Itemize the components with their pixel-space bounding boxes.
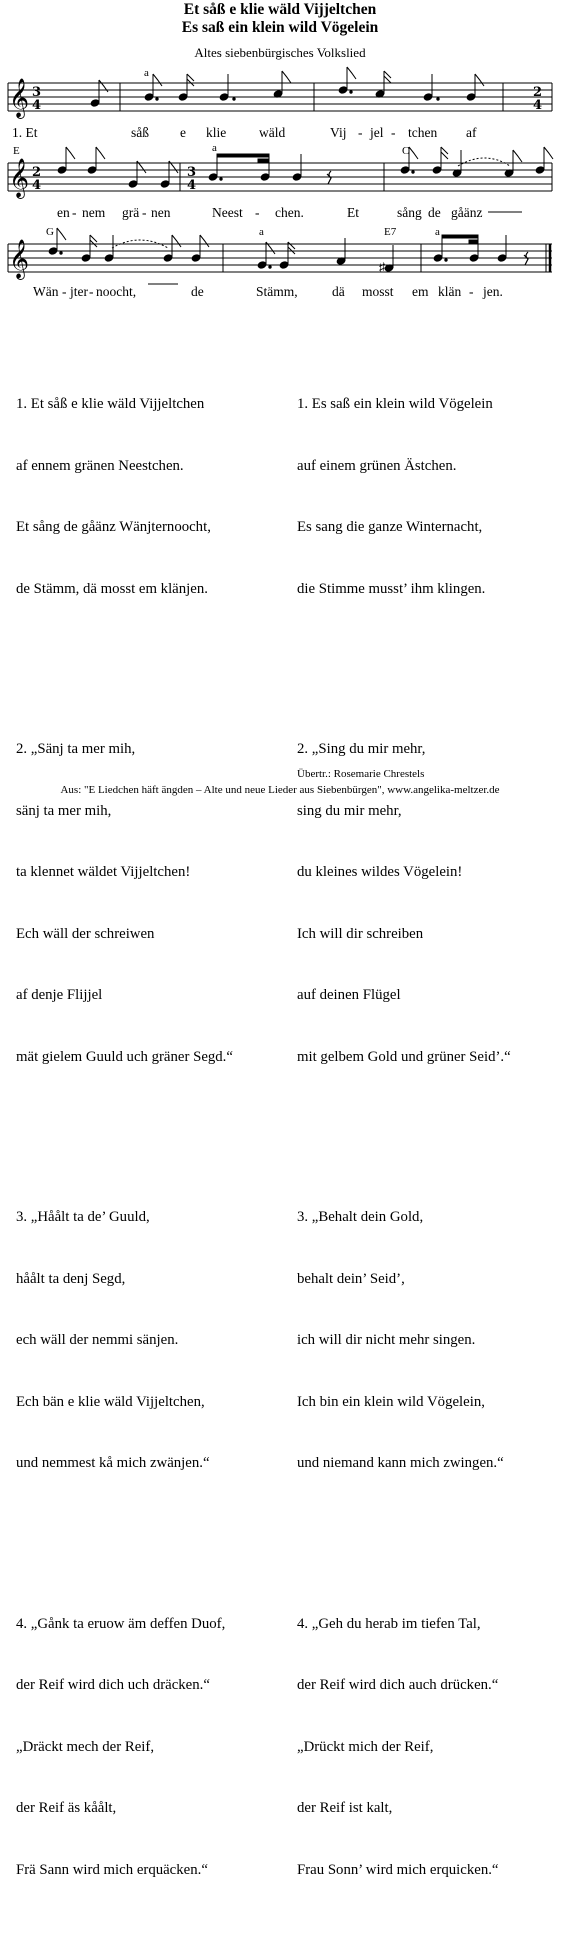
lyric-syllable: nen (151, 205, 171, 220)
lyric-syllable: noocht, (96, 284, 137, 299)
lyric-hyphen: - (469, 284, 474, 299)
verse-2-german (297, 698, 567, 1108)
verse-1-german (297, 353, 567, 640)
verse-4-german (297, 1573, 567, 1922)
verse-line: und nemmest kå mich zwänjen.“ (16, 1455, 210, 1471)
svg-text:4: 4 (32, 178, 42, 193)
verse-line: auf einem grünen Ästchen. (297, 457, 457, 474)
source-credit: Aus: "E Liedchen häft ängden – Alte und neue Lieder aus Siebenbürgen", www.angelika-meltzer.de (60, 784, 500, 796)
lyric-syllable: jel (370, 125, 384, 140)
verse-line: af denje Flijjel (16, 987, 103, 1003)
verse-3-dialect (16, 1166, 286, 1515)
lyric-syllable: klän (438, 284, 462, 299)
verse-line: de Stämm, dä mosst em klänjen. (16, 580, 208, 597)
verse-line: der Reif äs kåålt, (16, 1800, 117, 1816)
verse-2-dialect (16, 698, 286, 1108)
lyric-hyphen: - (89, 284, 94, 299)
verse-line: 4. „Gånk ta eruow äm deffen Duof, (16, 1615, 226, 1632)
lyric-syllable: Neest (212, 205, 243, 220)
chord-label: a (144, 67, 149, 79)
lyric-syllable: de (428, 205, 441, 220)
verse-line: Ech bän e klie wäld Vijjeltchen, (16, 1393, 205, 1410)
chord-label: G (46, 226, 54, 238)
verse-line: ich will dir nicht mehr singen. (297, 1332, 476, 1348)
lyric-hyphen: - (358, 125, 363, 140)
lyric-syllable: dä (332, 284, 345, 299)
chord-label: a (259, 226, 264, 238)
lyric-syllable: chen. (275, 205, 304, 220)
lyric-syllable: sång (397, 205, 422, 220)
verse-line: 1. Et såß e klie wäld Vijjeltchen (16, 396, 205, 412)
verses-dialect-column (16, 312, 286, 1959)
verse-line: Et sång de gåänz Wänjternoocht, (16, 519, 211, 535)
translator-credit: Übertr.: Rosemarie Chrestels (297, 768, 425, 780)
sharp-icon: ♯ (379, 260, 385, 274)
verse-line: ech wäll der nemmi sänjen. (16, 1332, 179, 1348)
verses-german-column (297, 312, 567, 1959)
lyric-syllable: jen. (483, 284, 503, 299)
lyric-hyphen: - (142, 205, 147, 220)
treble-clef-icon: 𝄞 (9, 160, 30, 197)
lyric-syllable: grä (122, 205, 140, 220)
lyric-syllable: tchen (408, 125, 438, 140)
lyric-syllable: 1. Et (12, 125, 38, 140)
lyric-syllable: wäld (259, 125, 286, 140)
verse-line: 4. „Geh du herab im tiefen Tal, (297, 1615, 481, 1632)
treble-clef-icon: 𝄞 (9, 241, 30, 278)
lyric-syllable: Vij (330, 125, 347, 140)
verse-line: die Stimme musst’ ihm klingen. (297, 580, 486, 597)
verse-line: Ech wäll der schreiwen (16, 925, 155, 942)
verse-line: behalt dein’ Seid’, (297, 1270, 405, 1287)
svg-text:3: 3 (187, 165, 197, 180)
verse-line: 1. Es saß ein klein wild Vögelein (297, 396, 493, 412)
verse-line: Ich bin ein klein wild Vögelein, (297, 1393, 485, 1410)
svg-text:4: 4 (187, 178, 197, 193)
lyric-syllable: mosst (362, 284, 394, 299)
verse-line: „Dräckt mech der Reif, (16, 1738, 155, 1755)
treble-clef-icon: 𝄞 (9, 80, 30, 117)
verse-line: mit gelbem Gold und grüner Seid’.“ (297, 1048, 511, 1065)
verse-line: der Reif ist kalt, (297, 1800, 393, 1816)
lyric-syllable: Wän (33, 284, 59, 299)
svg-text:2: 2 (533, 85, 543, 100)
verse-line: ta klennet wäldet Vijjeltchen! (16, 864, 191, 880)
verse-4-dialect (16, 1573, 286, 1922)
lyric-hyphen: - (391, 125, 396, 140)
verse-line: auf deinen Flügel (297, 987, 401, 1003)
verse-line: Frä Sann wird mich erquäcken.“ (16, 1861, 208, 1878)
lyric-syllable: af (466, 125, 477, 140)
verse-line: Es sang die ganze Winternacht, (297, 519, 483, 535)
song-subtitle: Altes siebenbürgisches Volkslied (194, 45, 366, 60)
lyric-hyphen: - (62, 284, 67, 299)
verse-line: 3. „Behalt dein Gold, (297, 1209, 424, 1225)
lyric-syllable: jter (70, 284, 88, 299)
svg-text:3: 3 (32, 85, 42, 100)
lyric-syllable: en (57, 205, 70, 220)
verse-line: der Reif wird dich auch drücken.“ (297, 1677, 499, 1693)
verse-line: du kleines wildes Vögelein! (297, 864, 463, 880)
verse-line: „Drückt mich der Reif, (297, 1738, 434, 1755)
chord-label: E (13, 145, 20, 157)
lyric-hyphen: - (72, 205, 77, 220)
svg-text:2: 2 (32, 165, 42, 180)
lyric-syllable: gåänz (451, 205, 483, 220)
verse-line: und niemand kann mich zwingen.“ (297, 1455, 504, 1471)
lyric-syllable: e (180, 125, 186, 140)
verse-line: 2. „Sing du mir mehr, (297, 741, 426, 757)
lyric-syllable: såß (131, 125, 149, 140)
chord-label: a (212, 142, 217, 154)
lyric-syllable: klie (206, 125, 227, 140)
verse-3-german (297, 1166, 567, 1515)
svg-text:4: 4 (533, 98, 543, 113)
verse-line: der Reif wird dich uch dräcken.“ (16, 1677, 210, 1693)
lyric-syllable: de (191, 284, 204, 299)
chord-label: a (435, 226, 440, 238)
chord-label: C (402, 145, 410, 157)
lyric-syllable: nem (82, 205, 106, 220)
lyric-syllable: Stämm, (256, 284, 298, 299)
verse-line: 2. „Sänj ta mer mih, (16, 741, 136, 757)
verse-line: sing du mir mehr, (297, 802, 402, 819)
verse-line: håålt ta denj Segd, (16, 1270, 126, 1287)
verse-line: af ennem gränen Neestchen. (16, 457, 184, 474)
verse-line: Frau Sonn’ wird mich erquicken.“ (297, 1861, 499, 1878)
verse-1-dialect (16, 353, 286, 640)
chord-label: E7 (384, 226, 397, 238)
lyric-hyphen: - (255, 205, 260, 220)
lyric-syllable: em (412, 284, 429, 299)
music-system-3 (0, 0, 560, 300)
lyric-syllable: Et (347, 205, 359, 220)
verse-line: 3. „Håålt ta de’ Guuld, (16, 1209, 150, 1225)
verse-line: sänj ta mer mih, (16, 802, 112, 819)
song-title-dialect: Et såß e klie wäld Vijjeltchen (183, 1, 377, 18)
svg-text:4: 4 (32, 98, 42, 113)
song-title-german: Es saß ein klein wild Vögelein (181, 19, 379, 36)
verse-line: Ich will dir schreiben (297, 925, 424, 942)
verse-line: mät gielem Guuld uch gräner Segd.“ (16, 1048, 233, 1065)
